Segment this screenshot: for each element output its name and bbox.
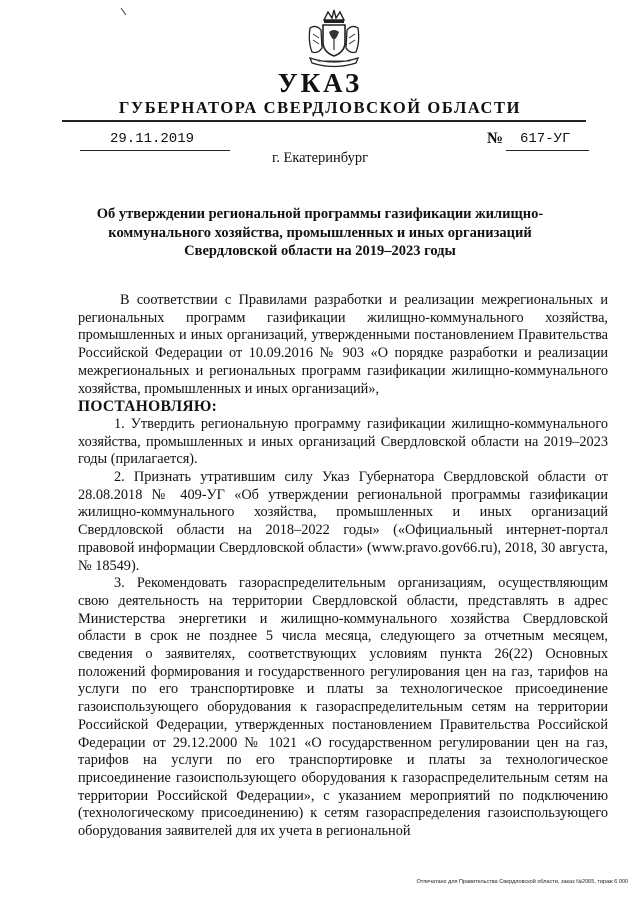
decree-word: ПОСТАНОВЛЯЮ:	[78, 398, 218, 416]
scan-mark	[120, 4, 128, 22]
coat-of-arms-icon	[304, 8, 364, 70]
item-1-paragraph: 1. Утвердить региональную программу газификации жилищно-коммунального хозяйства, промышленных и иных организаций Свердловской области на 2019–2023 годы (прилагается).	[78, 415, 608, 468]
item-3-paragraph: 3. Рекомендовать газораспределительным организациям, осуществляющим свою деятельность на территории Свердловской области, представлять в адрес Министерства энергетики и жилищно-коммунального хозяйства Свердловской области в срок не позднее 5 числа месяца, следующего за отчетным месяцем, сведения о заявителях, соответствующих условиям пункта 26(22) Основных положений формирования и государственного регулирования цен на газ, тарифов на услуги по его транспортировке и платы за технологическое присоединение газоиспользующего оборудования к газораспределительным сетям на территории Российской Федерации, утвержденных постановлением Правительства Российской Федерации от 29.12.2000 № 1021 «О государственном регулировании цен на газ, тарифов на услуги по его транспортировке и платы за технологическое присоединение газоиспользующего оборудования к газораспределительным сетям на территории Российской Федерации», с указанием мероприятий по подключению (технологическому присоединению) к сетям газораспределения газоиспользующего оборудования заявителей для их учета в региональной	[78, 575, 608, 840]
document-title: УКАЗ	[277, 68, 363, 98]
item-2-paragraph: 2. Признать утратившим силу Указ Губернатора Свердловской области от 28.08.2018 № 409-УГ «Об утверждении региональной программы газификации жилищно-коммунального хозяйства, промышленных и иных организаций Свердловской области на 2018–2022 годы» («Официальный интернет-портал правовой информации Свердловской области» (www.pravo.gov66.ru), 2018, 30 августа, № 18549).	[78, 469, 608, 574]
city-name: г. Екатеринбург	[271, 150, 369, 166]
print-footer: Отпечатано для Правительства Свердловской области, заказ №2065, тираж 6 000	[416, 879, 628, 885]
header-divider	[62, 120, 586, 122]
decree-number: 617-УГ	[506, 131, 589, 151]
issuer-subtitle: ГУБЕРНАТОРА СВЕРДЛОВСКОЙ ОБЛАСТИ	[118, 98, 522, 117]
decree-heading: Об утверждении региональной программы газификации жилищно-коммунального хозяйства, промышленных и иных организаций Свердловской области на 2019–2023 годы	[96, 206, 544, 259]
decree-body	[78, 292, 608, 841]
preamble-paragraph: В соответствии с Правилами разработки и реализации межрегиональных и региональных программ газификации жилищно-коммунального хозяйства, промышленных и иных организаций, утвержденными постановлением Правительства Российской Федерации от 10.09.2016 № 903 «О порядке разработки и реализации межрегиональных и региональных программ газификации жилищно-коммунального хозяйства, промышленных и иных организаций»,	[78, 292, 608, 397]
number-sign: №	[487, 130, 504, 147]
decree-date: 29.11.2019	[80, 131, 230, 151]
